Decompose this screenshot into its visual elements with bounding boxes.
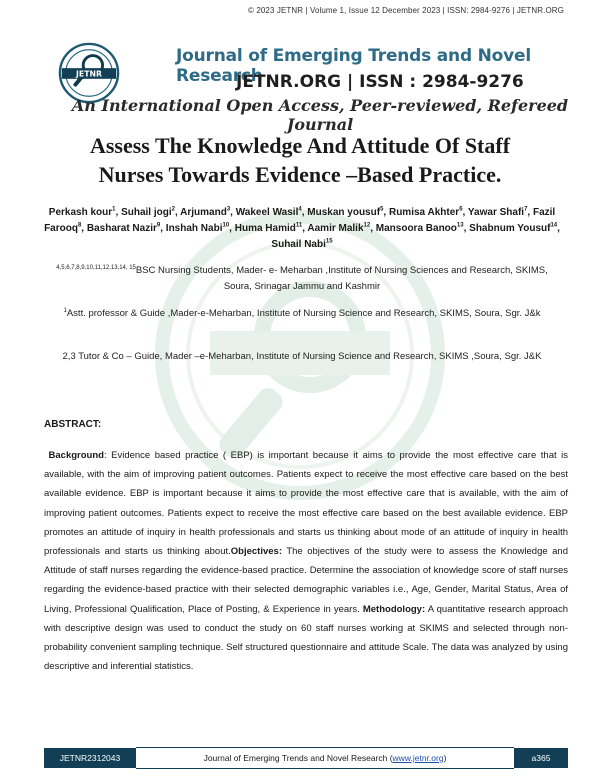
affiliation-sup: 1: [63, 307, 67, 314]
author-sup: 9: [156, 222, 161, 229]
author-sup: 6: [459, 206, 463, 213]
abstract-body: [44, 446, 568, 676]
author-sup: 10: [222, 222, 230, 229]
author-name: Huma Hamid: [234, 223, 296, 234]
journal-tagline: An International Open Access, Peer-reviewed, Refereed Journal: [71, 96, 569, 134]
title-line-2: Nurses Towards Evidence –Based Practice.: [98, 162, 502, 187]
background-text: : Evidence based practice ( EBP) is important because it aims to provide the most effective care that is available, with the aim of improving patient outcomes. Patients expect to receive the most effective care based on the best available evidence. EBP is important because it aims to provide the most effective care that is available, with the aim of improving patient outcomes. Patients expect to receive the most effective care based on the best available evidence. EBP promotes an attitude of inquiry in health professionals and starts us thinking about mode of an attitude of inquiry in health professionals and starts us thinking about.: [44, 450, 569, 558]
author-name: Inshah Nabi: [165, 223, 223, 234]
author-sup: 12: [363, 222, 371, 229]
page-footer: [44, 748, 568, 768]
affiliation-2: [44, 306, 560, 322]
author-name: Suhail Nabi: [271, 239, 326, 250]
background-label: Background: [48, 450, 104, 461]
journal-subtitle: JETNR.ORG | ISSN : 2984-9276: [236, 72, 524, 92]
affiliation-text: 2,3 Tutor & Co – Guide, Mader –e-Meharban, Institute of Nursing Science and Research, SKIMS ,Soura, Sgr. J&K: [62, 351, 542, 362]
author-name: Mansoora Banoo: [375, 223, 457, 234]
author-name: Aamir Malik: [307, 223, 364, 234]
author-name: Arjumand: [180, 207, 227, 218]
author-sup: 4: [298, 206, 302, 213]
author-name: Rumisa Akhter: [388, 207, 460, 218]
author-list: Perkash kour$^1$, Suhail jogi$^2$, Arjumand$^3$, Wakeel Wasil$^4$, Muskan yousuf$^5$, Rumisa Akhter$^6$, Yawar Shafi$^7$, Fazil Farooq$^8$, Basharat Nazir$^9$, Inshah Nabi$^{10}$, Huma Hamid$^{11}$, Aamir Malik$^{12}$, Mansoora Banoo$^{13}$, Shabnum Yousuf$^{14}$, Suhail Nabi$^{15}$: [44, 206, 560, 250]
author-name: Perkash kour: [48, 207, 113, 218]
author-name: Wakeel Wasil: [235, 207, 299, 218]
jetnr-logo-icon: [58, 42, 120, 104]
author-sup: 8: [77, 222, 82, 229]
footer-journal-close: ): [443, 753, 447, 763]
author-sup: 14: [550, 222, 558, 229]
methodology-text: A quantitative research approach with descriptive design was used to conduct the study on 60 staff nurses working at SKIMS and selected through non-probability convenient sampling technique. Self structured questionnaire and attitude Scale. The data was analyzed by using descriptive and inferential statistics.: [44, 603, 568, 673]
abstract-heading: ABSTRACT:: [44, 419, 102, 430]
author-name: Suhail jogi: [121, 207, 172, 218]
author-sup: 13: [456, 222, 464, 229]
title-line-1: Assess The Knowledge And Attitude Of Staff: [89, 133, 511, 158]
article-title: [60, 131, 540, 189]
affiliation-text: Astt. professor & Guide ,Mader-e-Meharban, Institute of Nursing Science and Research, SKIMS, Soura, Sgr. J&k: [66, 308, 541, 319]
author-name: Muskan yousuf: [307, 207, 381, 218]
page-number: a365: [514, 748, 568, 768]
objectives-text: The objectives of the study were to assess the Knowledge and Attitude of staff nurses regarding the evidence-based practice. Determine the association of knowledge score of staff nurses regarding the evidence-based practice with their selected demographic variables i.e., Age, Gender, Marital Status, Area of Living, Professional Qualification, Place of Posting, & Experience in years.: [44, 546, 568, 615]
author-name: Basharat Nazir: [86, 223, 157, 234]
logo-text: JETNR: [76, 69, 102, 79]
author-name: Fazil Farooq: [44, 207, 556, 234]
author-sup: 15: [325, 238, 333, 245]
footer-journal-text: Journal of Emerging Trends and Novel Research (: [203, 753, 393, 763]
citation-line: © 2023 JETNR | Volume 1, Issue 12 December 2023 | ISSN: 2984-9276 | JETNR.ORG: [248, 6, 564, 15]
affiliation-sup: 4,5,6,7,8,9,10,11,12,13,14, 15: [56, 264, 136, 271]
author-sup: 3: [226, 206, 231, 213]
author-sup: 11: [295, 222, 303, 229]
author-sup: 7: [524, 206, 528, 213]
author-name: Shabnum Yousuf: [469, 223, 551, 234]
journal-title: Journal of Emerging Trends and Novel Research: [176, 46, 531, 86]
affiliation-text: BSC Nursing Students, Mader- e- Meharban ,Institute of Nursing Sciences and Research, SKIMS, Soura, Srinagar Jammu and Kashmir: [135, 265, 548, 292]
affiliation-1: [44, 263, 560, 295]
author-sup: 5: [380, 206, 384, 213]
footer-journal: [136, 747, 514, 769]
affiliation-3: [44, 349, 560, 365]
objectives-label: Objectives:: [230, 546, 282, 558]
paper-id: JETNR2312043: [44, 748, 136, 768]
author-name: Yawar Shafi: [467, 207, 525, 218]
author-sup: 2: [171, 206, 175, 213]
journal-link[interactable]: www.jetnr.org: [392, 753, 444, 763]
author-sup: 1: [112, 206, 116, 213]
methodology-label: Methodology:: [362, 603, 426, 615]
